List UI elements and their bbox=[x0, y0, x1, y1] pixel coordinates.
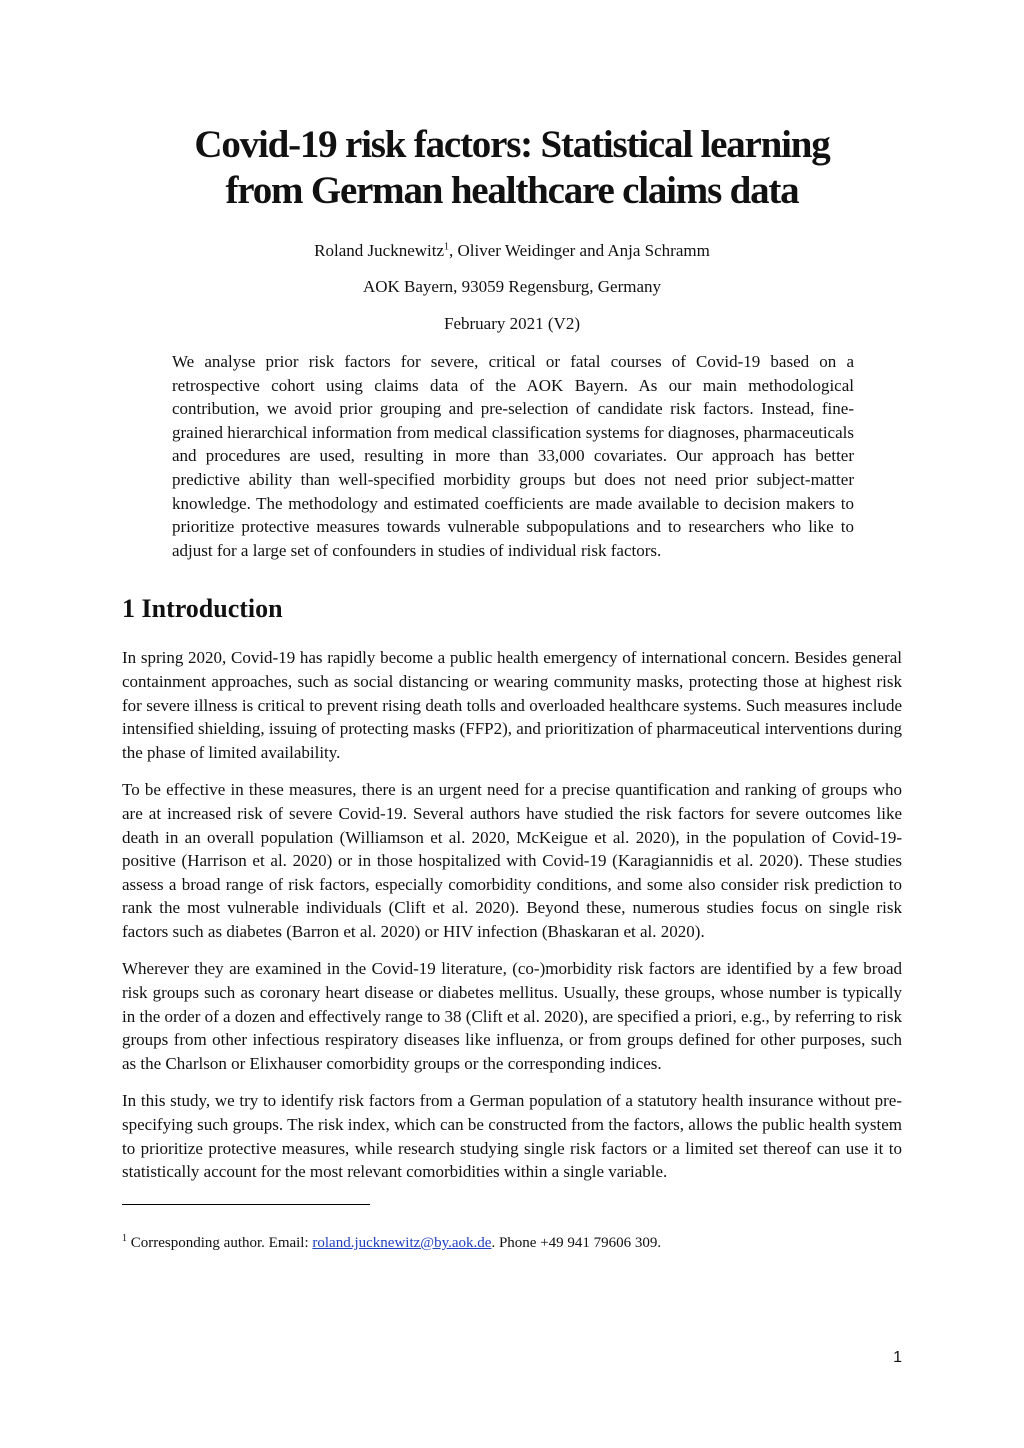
paragraph-2: To be effective in these measures, there is an urgent need for a precise quantification and ranking of groups who are at increased risk of severe Covid-19. Several authors have studied the risk factors for severe outcomes like death in an overall population (Williamson et al. 2020, McKeigue et al. 2020), in the population of Covid-19-positive (Harrison et al. 2020) or in those hospitalized with Covid-19 (Karagiannidis et al. 2020). These studies assess a broad range of risk factors, especially comorbidity conditions, and some also consider risk prediction to rank the most vulnerable individuals (Clift et al. 2020). Beyond these, numerous studies focus on single risk factors such as diabetes (Barron et al. 2020) or HIV infection (Bhaskaran et al. 2020). bbox=[122, 780, 902, 941]
paragraph-4: In this study, we try to identify risk factors from a German population of a statutory health insurance without pre-specifying such groups. The risk index, which can be constructed from the factors, allows the public health system to prioritize protective measures, while research studying single risk factors or a limited set thereof can use it to statistically account for the most relevant comorbidities within a single variable. bbox=[122, 1091, 902, 1182]
footnote-divider bbox=[122, 1204, 370, 1205]
footnote bbox=[122, 1233, 902, 1253]
title-line-2: from German healthcare claims data bbox=[225, 169, 799, 212]
abstract: We analyse prior risk factors for severe, critical or fatal courses of Covid-19 based on a retrospective cohort using claims data of the AOK Bayern. As our main methodological contribution, we avoid prior grouping and pre-selection of candidate risk factors. Instead, fine-grained hierarchical information from medical classification systems for diagnoses, pharmaceuticals and procedures are used, resulting in more than 33,000 covariates. Our approach has better predictive ability than well-specified morbidity groups but does not need prior subject-matter knowledge. The methodology and estimated coefficients are made available to decision makers to prioritize protective measures towards vulnerable subpopulations and to researchers who like to adjust for a large set of confounders in studies of individual risk factors. bbox=[172, 352, 854, 560]
footnote-suffix: . Phone +49 941 79606 309. bbox=[491, 1234, 662, 1251]
paragraph-3: Wherever they are examined in the Covid-19 literature, (co-)morbidity risk factors are identified by a few broad risk groups such as coronary heart disease or diabetes mellitus. Usually, these groups, whose number is typically in the order of a dozen and effectively range to 38 (Clift et al. 2020), are specified a priori, e.g., by referring to risk groups from other infectious respiratory diseases like influenza, or from groups defined for other purposes, such as the Charlson or Elixhauser comorbidity groups or the corresponding indices. bbox=[122, 959, 902, 1073]
footnote-prefix: Corresponding author. Email: bbox=[127, 1234, 313, 1251]
publication-date: February 2021 (V2) bbox=[444, 314, 580, 333]
affiliation: AOK Bayern, 93059 Regensburg, Germany bbox=[362, 277, 662, 296]
paper-title bbox=[122, 122, 902, 214]
section-heading: 1 Introduction bbox=[122, 594, 283, 624]
page-number: 1 bbox=[893, 1349, 902, 1366]
paragraph-1: In spring 2020, Covid-19 has rapidly become a public health emergency of international concern. Besides general containment approaches, such as social distancing or wearing community masks, protecting those at highest risk for severe illness is critical to prevent rising death tolls and overloaded healthcare systems. Such measures include intensified shielding, issuing of protecting masks (FFP2), and prioritization of pharmaceutical interventions during the phase of limited availability. bbox=[122, 648, 902, 762]
title-line-1: Covid-19 risk factors: Statistical learning bbox=[194, 123, 830, 166]
author-name-1: Roland Jucknewitz bbox=[314, 241, 445, 260]
paper-page bbox=[122, 122, 902, 1268]
author-names-rest: , Oliver Weidinger and Anja Schramm bbox=[449, 241, 710, 260]
footnote-mark: 1 bbox=[122, 1232, 127, 1244]
author-footnote-mark[interactable]: 1 bbox=[444, 241, 450, 253]
author-list bbox=[122, 240, 902, 262]
email-link[interactable]: roland.jucknewitz@by.aok.de bbox=[312, 1234, 492, 1251]
